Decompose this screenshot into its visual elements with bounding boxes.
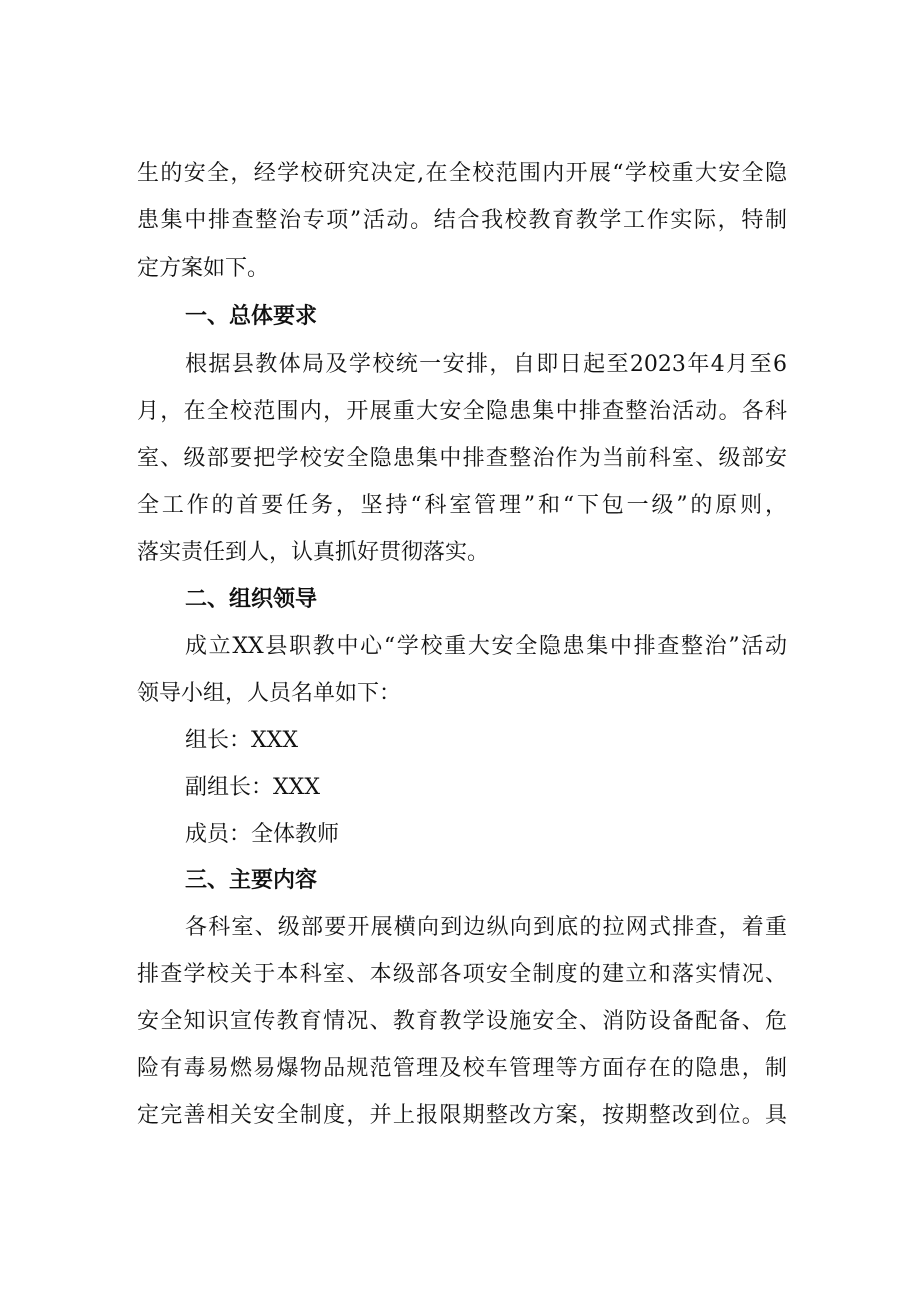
paragraph-line: 排查学校关于本科室、本级部各项安全制度的建立和落实情况、 bbox=[137, 962, 787, 987]
member-members: 成员：全体教师 bbox=[185, 822, 340, 847]
intro-line: 生的安全，经学校研究决定,在全校范围内开展“学校重大安全隐 bbox=[137, 161, 787, 186]
section-heading-main-content: 三、主要内容 bbox=[185, 868, 318, 893]
paragraph-line: 成立XX县职教中心“学校重大安全隐患集中排查整治”活动 bbox=[185, 634, 787, 659]
section-heading-overall-requirements: 一、总体要求 bbox=[185, 304, 318, 329]
paragraph-line: 落实责任到人，认真抓好贯彻落实。 bbox=[137, 540, 490, 565]
section-heading-organization: 二、组织领导 bbox=[185, 587, 318, 612]
paragraph-line: 室、级部要把学校安全隐患集中排查整治作为当前科室、级部安 bbox=[137, 446, 787, 471]
member-leader: 组长：XXX bbox=[185, 728, 298, 753]
intro-line: 患集中排查整治专项”活动。结合我校教育教学工作实际，特制 bbox=[137, 208, 787, 233]
member-deputy-leader: 副组长：XXX bbox=[185, 775, 320, 800]
paragraph-line: 根据县教体局及学校统一安排，自即日起至2023年4月至6 bbox=[185, 352, 787, 377]
paragraph-line: 定完善相关安全制度，并上报限期整改方案，按期整改到位。具 bbox=[137, 1103, 787, 1128]
paragraph-line: 月，在全校范围内，开展重大安全隐患集中排查整治活动。各科 bbox=[137, 399, 787, 424]
paragraph-line: 安全知识宣传教育情况、教育教学设施安全、消防设备配备、危 bbox=[137, 1009, 787, 1034]
paragraph-line: 领导小组，人员名单如下： bbox=[137, 681, 402, 706]
paragraph-line: 各科室、级部要开展横向到边纵向到底的拉网式排查，着重 bbox=[185, 915, 787, 940]
paragraph-line: 全工作的首要任务，坚持“科室管理”和“下包一级”的原则， bbox=[137, 493, 787, 518]
intro-line: 定方案如下。 bbox=[137, 256, 270, 281]
paragraph-line: 险有毒易燃易爆物品规范管理及校车管理等方面存在的隐患，制 bbox=[137, 1056, 787, 1081]
